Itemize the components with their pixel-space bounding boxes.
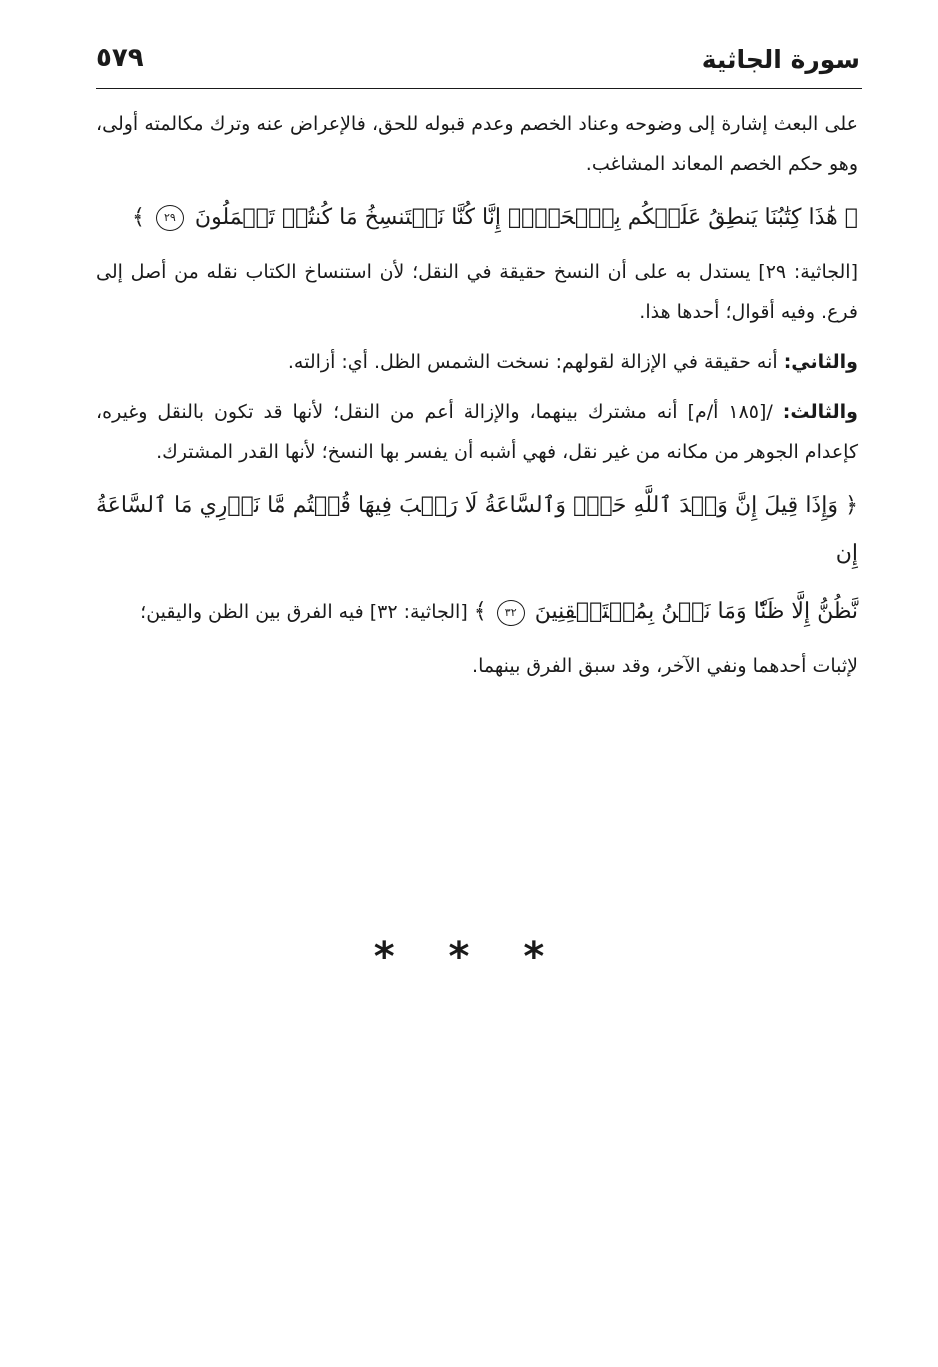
ayah-text-line-2: نَّظُنُّ إِلَّا ظَنّٗا وَمَا نَحۡنُ بِمُسۡتَيۡقِنِينَ — [534, 599, 858, 624]
paragraph-4-text: /[١٨٥ أ/م] أنه مشترك بينهما، والإزالة أعم من النقل؛ لأنها قد تكون بالنقل وغيره، كإعدام الجوهر من مكانه من غير نقل، فهي أشبه أن يفسر بها النسخ؛ لأنها القدر المشترك. — [96, 401, 858, 463]
surah-title: سورة الجاثية — [701, 45, 860, 74]
paragraph-3-text: أنه حقيقة في الإزالة لقولهم: نسخت الشمس الظل. أي: أزالته. — [287, 351, 784, 373]
paragraph-3 — [96, 342, 858, 382]
quran-verse-32-line-2 — [96, 588, 858, 636]
header-divider — [96, 88, 862, 89]
ayah-close-bracket: ﴾ — [132, 205, 145, 230]
ayah-close-bracket: ﴾ — [473, 599, 487, 624]
ayah-text: هَٰذَا كِتَٰبُنَا يَنطِقُ عَلَيۡكُم بِٱلۡحَقِّۚ إِنَّا كُنَّا نَسۡتَنسِخُ مَا كُنتُمۡ تَعۡمَلُونَ — [194, 205, 838, 230]
ayah-open-bracket: ﴿ — [844, 205, 858, 230]
page-body — [96, 104, 858, 696]
paragraph-2: [الجاثية: ٢٩] يستدل به على أن النسخ حقيقة في النقل؛ لأن استنساخ الكتاب نقله من أصل إلى فرع. وفيه أقوال؛ أحدها هذا. — [96, 261, 858, 323]
section-separator: * * * — [373, 934, 565, 980]
paragraph-4-lead: والثالث: — [782, 401, 858, 423]
quran-verse-29 — [96, 194, 858, 242]
paragraph-1: على البعث إشارة إلى وضوحه وعناد الخصم وعدم قبوله للحق، فالإعراض عنه وترك مكالمته أولى، وهو حكم الخصم المعاند المشاغب. — [96, 113, 858, 175]
paragraph-3-lead: والثاني: — [783, 351, 858, 373]
quran-verse-32-line-1 — [96, 482, 858, 578]
paragraph-4 — [96, 392, 858, 472]
ayah-number-marker: ٣٢ — [497, 600, 525, 626]
ayah-text-line-1: وَإِذَا قِيلَ إِنَّ وَعۡدَ ٱللَّهِ حَقّٞ وَٱلسَّاعَةُ لَا رَيۡبَ فِيهَا قُلۡتُم مَّا نَدۡرِي مَا ٱلسَّاعَةُ إِن — [96, 493, 858, 566]
page-header — [96, 34, 860, 86]
paragraph-5: لإثبات أحدهما ونفي الآخر، وقد سبق الفرق بينهما. — [472, 655, 858, 677]
ayah-number-marker: ٢٩ — [156, 205, 184, 231]
page-number: ٥٧٩ — [96, 43, 144, 73]
ayah-open-bracket: ﴿ — [845, 493, 858, 518]
verse-citation-text: [الجاثية: ٣٢] فيه الفرق بين الظن واليقين؛ — [140, 601, 474, 623]
